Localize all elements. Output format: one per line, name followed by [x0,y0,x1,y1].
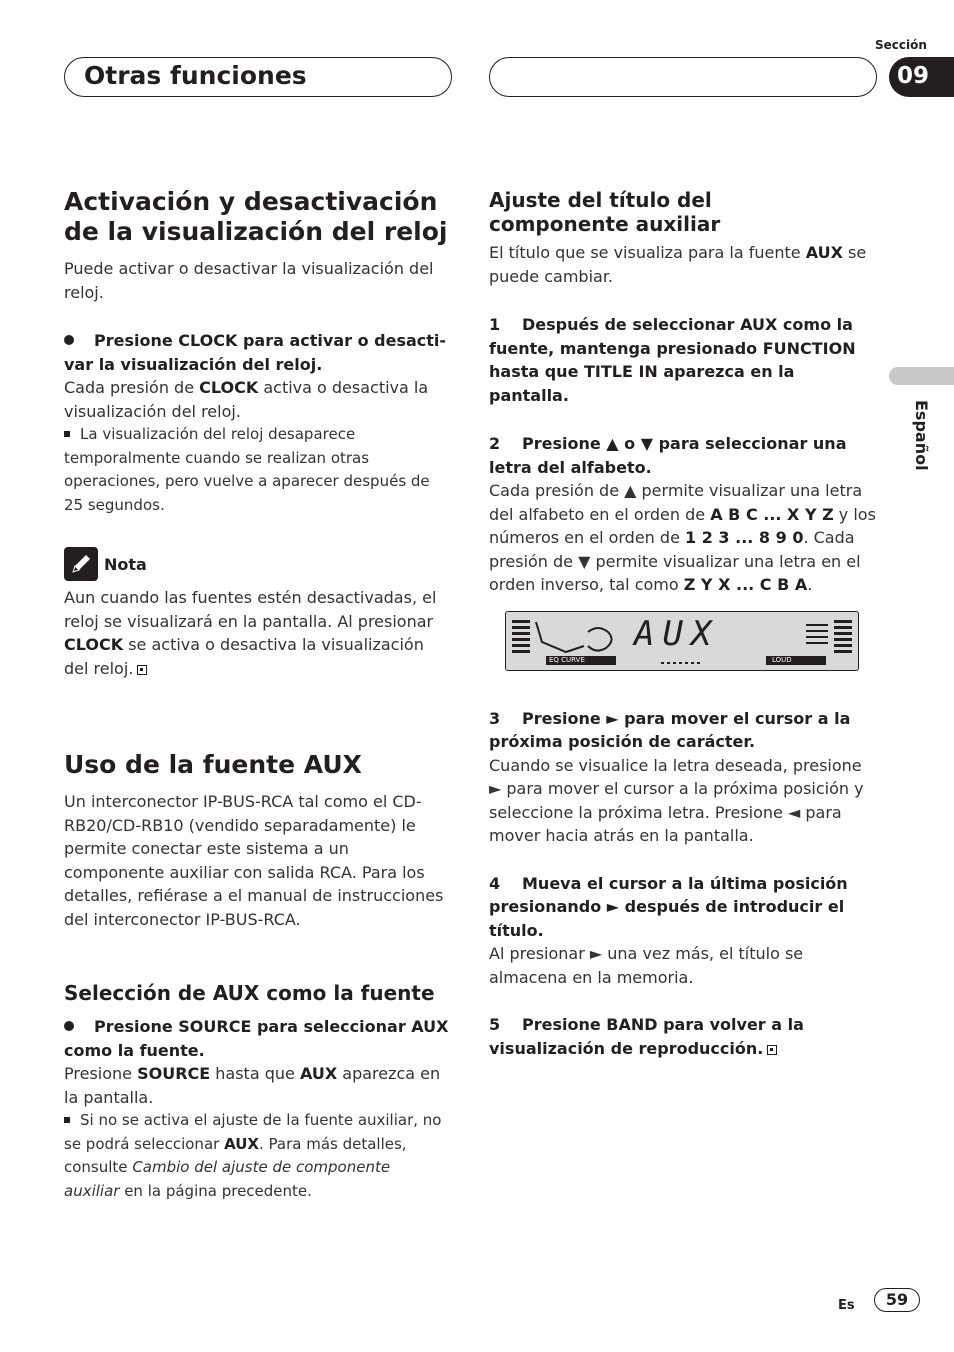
header-empty-box [489,57,877,97]
side-tab-label: Español [912,400,931,471]
aux-title: Uso de la fuente AUX [64,750,362,779]
title-adjust-heading: Ajuste del título del componente auxiliar [489,188,721,236]
step-3: 3 Presione ► para mover el cursor a la próxima posición de carácter. [489,708,851,751]
step-4: 4 Mueva el cursor a la última posición presionando ► después de introducir el título. [489,873,848,940]
clock-body: Cada presión de CLOCK activa o desactiva la visualización del reloj. [64,378,429,421]
square-bullet-icon [64,431,70,437]
square-bullet-icon [64,1117,70,1123]
end-mark-icon [137,665,147,675]
section-label: Sección [875,38,927,52]
pencil-icon [64,547,98,581]
chapter-title: Otras funciones [84,61,307,90]
step-1: 1 Después de seleccionar AUX como la fuente, mantenga presionado FUNCTION hasta que TITLE IN aparezca en la pantalla. [489,315,856,405]
lcd-loud-label: LOUD [772,655,792,664]
footer-lang: Es [838,1298,855,1313]
note-text: Aun cuando las fuentes estén desactivadas, el reloj se visualizará en la pantalla. Al presionar CLOCK se activa o desactiva la visualización del reloj. [64,588,437,678]
section-number: 09 [897,63,930,89]
clock-note-bullet: La visualización del reloj desaparece temporalmente cuando se realizan otras operaciones, pero vuelve a aparecer después de 25 segundos. [64,425,430,514]
step-3-body: Cuando se visualice la letra deseada, presione ► para mover el cursor a la próxima posición y seleccione la próxima letra. Presione ◄ para mover hacia atrás en la pantalla. [489,755,864,845]
title-adjust-intro: El título que se visualiza para la fuente AUX se puede cambiar. [489,243,867,286]
clock-title: Activación y desactivación de la visualización del reloj [64,187,448,246]
note-header [64,547,449,581]
lcd-display [505,611,859,671]
clock-step: Presione CLOCK para activar o desacti- var la visualización del reloj. [64,331,447,374]
note-label: Nota [104,554,147,574]
step-2-body: Cada presión de ▲ permite visualizar una letra del alfabeto en el orden de A B C ... X Y Z y los números en el orden de 1 2 3 ... 8 9 0. Cada presión de ▼ permite visualizar una letra en el orden inverso, tal como Z Y X ... C B A. [489,481,876,594]
aux-step: Presione SOURCE para seleccionar AUX como la fuente. [64,1017,449,1060]
lcd-eq-label: EQ CURVE [549,655,585,664]
aux-bullet: Si no se activa el ajuste de la fuente auxiliar, no se podrá seleccionar AUX. Para más detalles, consulte Cambio del ajuste de componente auxiliar en la página precedente. [64,1111,442,1200]
aux-body: Presione SOURCE hasta que AUX aparezca en la pantalla. [64,1064,441,1107]
side-tab-bar [889,367,954,385]
page-number: 59 [885,1290,909,1309]
step-2: 2 Presione ▲ o ▼ para seleccionar una letra del alfabeto. [489,434,847,477]
bullet-dot-icon [64,335,74,345]
step-4-body: Al presionar ► una vez más, el título se almacena en la memoria. [489,944,804,987]
clock-intro: Puede activar o desactivar la visualización del reloj. [64,259,434,302]
aux-intro: Un interconector IP-BUS-RCA tal como el CD-RB20/CD-RB10 (vendido separadamente) le permite conectar este sistema a un componente auxiliar con salida RCA. Para los detalles, refiérase a el manual de instrucciones del interconector IP-BUS-RCA. [64,792,444,929]
aux-sub-title: Selección de AUX como la fuente [64,981,435,1005]
step-5: 5 Presione BAND para volver a la visualización de reproducción. [489,1015,804,1058]
end-mark-icon [767,1045,777,1055]
lcd-text: AUX [634,613,720,654]
bullet-dot-icon [64,1021,74,1031]
